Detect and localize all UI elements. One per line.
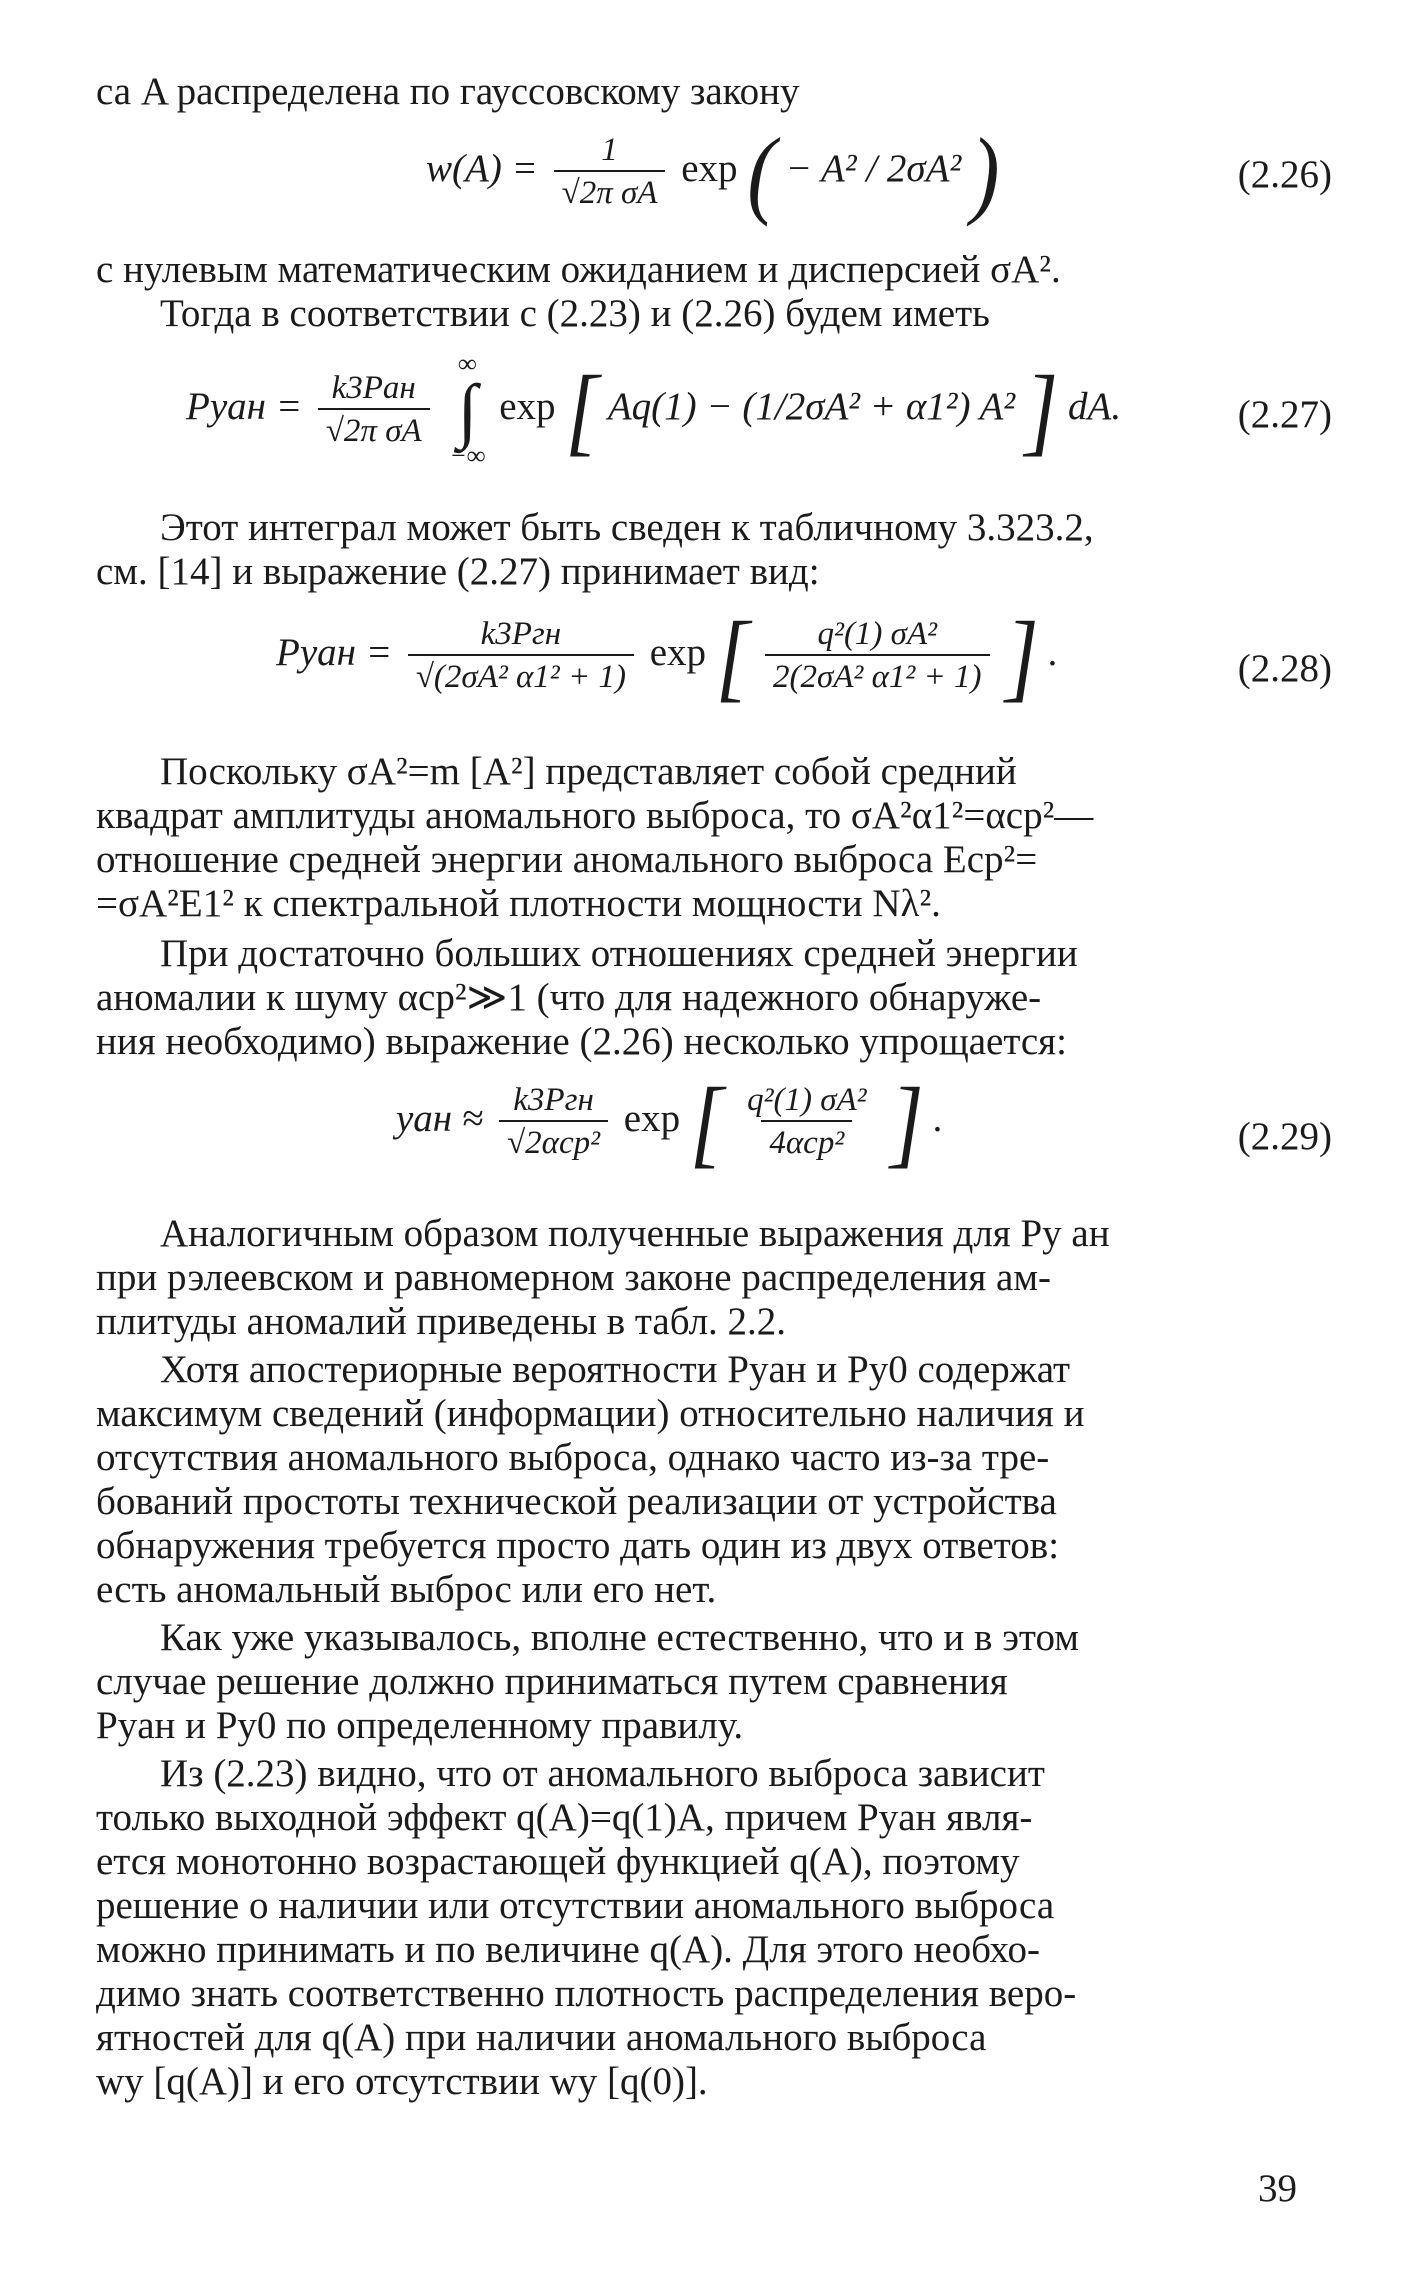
eq-numerator: k3Pгн [513,1082,594,1118]
eq-inner: − A² / 2σA² [785,146,962,190]
eq-lhs: Pyан = [186,384,303,428]
equation-number: (2.28) [1237,647,1332,690]
eq-func: exp [649,630,707,674]
text-line: ятностей для q(A) при наличии аномального выброса [96,2016,987,2059]
text-line: см. [14] и выражение (2.27) принимает вид: [96,550,820,593]
eq-func: exp [499,384,556,428]
text-line: са A распределена по гауссовскому закону [96,70,800,113]
text-line: есть аномальный выброс или его нет. [96,1568,717,1611]
text-line: ния необходимо) выражение (2.26) несколько упрощается: [96,1020,1067,1063]
eq-denominator: √(2σA² α1² + 1) [408,654,634,698]
eq-inner-fraction [739,1080,874,1164]
eq-inner-denominator: 4αср² [761,1120,852,1164]
eq-inner-denominator: 2(2σA² α1² + 1) [765,654,990,698]
eq-numerator: k3Pан [331,370,416,406]
eq-fraction [318,368,430,452]
text-line: решение о наличии или отсутствии аномального выброса [96,1884,1055,1927]
text-line: обнаружения требуется просто дать один из двух ответов: [96,1524,1060,1567]
text-line: случае решение должно приниматься путем сравнения [96,1660,1008,1703]
text-line: отношение средней энергии аномального выброса Eср²= [96,838,1038,881]
text-line: =σA²E1² к спектральной плотности мощности Nλ². [96,882,941,925]
equation-2-26 [96,116,1332,234]
text-line: Этот интеграл может быть сведен к табличному 3.323.2, [160,506,1094,549]
eq-inner: Aq(1) − (1/2σA² + α1²) A² [607,384,1016,428]
equation-2-28 [96,600,1332,736]
eq-lhs: Pyан = [276,630,393,674]
text-line: Pyан и Py0 по определенному правилу. [96,1704,744,1747]
text-line: Как уже указывалось, вполне естественно, что и в этом [160,1616,1079,1659]
text-line: при рэлеевском и равномерном законе распределения ам- [96,1256,1051,1299]
integral-upper: ∞ [458,349,477,378]
paren-close: ) [970,116,1000,228]
text-line: бований простоты технической реализации от устройства [96,1480,1057,1523]
eq-numerator: k3Pгн [480,616,562,652]
eq-tail: dA. [1068,384,1122,428]
equation-2-29 [96,1066,1332,1204]
eq-denominator: √2π σA [318,408,430,452]
eq-fraction [554,130,666,214]
equation-number: (2.26) [1237,153,1332,196]
bracket-open: [ [689,1066,724,1178]
page-number: 39 [1258,2167,1297,2210]
eq-tail: . [1048,630,1059,674]
text-line: отсутствия аномального выброса, однако часто из-за тре- [96,1436,1050,1479]
text-line: Тогда в соответствии с (2.23) и (2.26) будем иметь [160,292,990,335]
equation-number: (2.29) [1237,1115,1332,1158]
text-line: максимум сведений (информации) относительно наличия и [96,1392,1085,1435]
bracket-close: ] [1005,600,1039,712]
eq-fraction [408,614,634,698]
equation-number: (2.27) [1237,393,1332,436]
bracket-close: ] [1024,354,1059,466]
text-line: можно принимать и по величине q(A). Для этого необхо- [96,1928,1041,1971]
integral-sign [449,350,485,470]
integral-lower: −∞ [449,441,486,470]
text-line: плитуды аномалий приведены в табл. 2.2. [96,1300,787,1343]
eq-func: exp [623,1096,681,1140]
bracket-close: ] [890,1066,924,1178]
eq-inner-numerator: q²(1) σA² [817,616,937,652]
text-line: Аналогичным образом полученные выражения для Py ан [160,1212,1110,1255]
text-line: wy [q(A)] и его отсутствии wy [q(0)]. [96,2060,708,2103]
text-line: только выходной эффект q(A)=q(1)A, причем Pyан явля- [96,1796,1033,1839]
text-line: Поскольку σA²=m [A²] представляет собой средний [160,750,1017,793]
eq-lhs: w(A) = [426,146,538,190]
eq-func: exp [681,146,738,190]
text-line: Хотя апостериорные вероятности Pyан и Py0 содержат [160,1348,1071,1391]
bracket-open: [ [565,354,599,466]
text-line: квадрат амплитуды аномального выброса, то σA²α1²=αср²— [96,794,1094,837]
integral-icon: ∫ [457,370,478,450]
bracket-open: [ [715,600,750,712]
eq-inner-fraction [765,614,990,698]
eq-denominator: √2αср² [499,1120,608,1164]
text-line: с нулевым математическим ожиданием и дисперсией σA². [96,248,1061,291]
text-line: ется монотонно возрастающей функцией q(A), поэтому [96,1840,1020,1883]
eq-inner-numerator: q²(1) σA² [747,1082,867,1118]
eq-lhs: yан ≈ [396,1096,484,1140]
eq-numerator: 1 [601,132,618,168]
text-line: аномалии к шуму αср²≫1 (что для надежного обнаруже- [96,976,1042,1019]
text-line: димо знать соответственно плотность распределения веро- [96,1972,1077,2015]
text-line: Из (2.23) видно, что от аномального выброса зависит [160,1752,1045,1795]
eq-tail: . [933,1096,944,1140]
paren-open: ( [747,116,776,228]
text-line: При достаточно больших отношениях средней энергии [160,932,1078,975]
eq-denominator: √2π σA [554,170,666,214]
eq-fraction [499,1080,608,1164]
equation-2-27 [96,346,1332,486]
